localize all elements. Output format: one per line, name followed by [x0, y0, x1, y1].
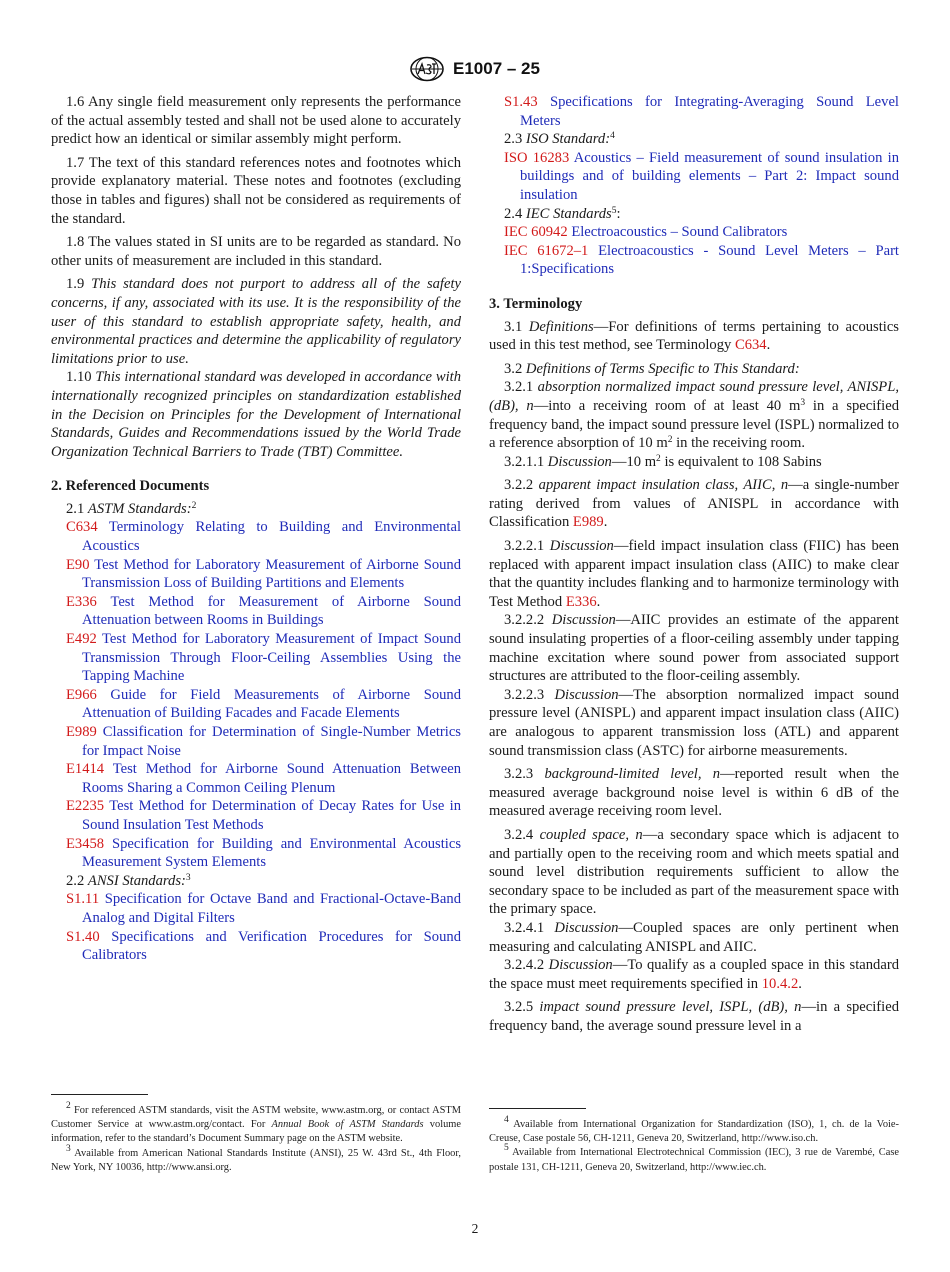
definition-3-2-4-1: 3.2.4.1 Discussion—Coupled spaces are only pertinent when measuring and calculating ANISPL and AIIC.	[489, 919, 899, 955]
definition-3-2-2-2: 3.2.2.2 Discussion—AIIC provides an estimate of the apparent sound insulating properties of a floor-ceiling assembly under tapping machine excitation where sound power from associated support structures are attributed to the floor-ceiling assembly.	[489, 612, 899, 685]
footnote-divider	[51, 1094, 148, 1095]
definition-3-2-3: 3.2.3 background-limited level, n—reported result when the measured average background noise level is within 6 dB of the measured average receiving room level.	[489, 766, 899, 820]
definition-3-2-1-1: 3.2.1.1 Discussion—10 $m^2$ is equivalent to 108 Sabins	[504, 453, 822, 470]
cross-reference-link[interactable]: 10.4.2	[761, 975, 799, 992]
definition-3-1: 3.1 Definitions—For definitions of terms pertaining to acoustics used in this test method, see Terminology C634.	[489, 318, 899, 354]
right-footnotes	[489, 1115, 899, 1175]
reference-link[interactable]: E2235 Test Method for Determination of Decay Rates for Use in Sound Insulation Test Methods	[66, 798, 462, 833]
definition-3-2-1: 3.2.1 absorption normalized impact sound pressure level, ANISPL, (dB), n—into a receiving room of at least 40 $m^3$ in a specified frequency band, the impact sound pressure level (ISPL) normalized to a reference absorption of 10 $m^2$ in the receiving room.	[489, 379, 899, 452]
ansi-reference-list	[51, 890, 461, 964]
reference-link[interactable]: ISO 16283 Acoustics – Field measurement of sound insulation in buildings and of building elements – Part 2: Impact sound insulation	[504, 149, 900, 203]
astm-reference-list	[51, 518, 461, 871]
document-designation: E1007 – 25	[453, 59, 540, 78]
definition-3-2-2-3: 3.2.2.3 Discussion—The absorption normalized impact sound pressure level (ANISPL) and apparent impact insulation class (AIIC) are analogous to apparent transmission loss (ATL) and apparent sound transmission class (ASTC) for airborne measurements.	[489, 686, 899, 759]
footnote-3: $^3$ Available from American National Standards Institute (ANSI), 25 W. 43rd St., 4th Floor, New York, NY 10036, http://www.ansi.org.	[51, 1143, 461, 1173]
astm-logo-icon	[409, 56, 445, 82]
ansi-standards-heading: 2.2 ANSI Standards:$^3$	[66, 872, 191, 889]
footnote-divider	[489, 1108, 586, 1109]
footnote-2: $^2$ For referenced ASTM standards, visit the ASTM website, www.astm.org, or contact ASTM Customer Service at www.astm.org/contact. For Annual Book of ASTM Standards volume information, refer to the standard’s Document Summary page on the ASTM website.	[51, 1101, 461, 1145]
reference-link[interactable]: E90 Test Method for Laboratory Measurement of Airborne Sound Transmission Loss of Building Partitions and Elements	[66, 556, 462, 592]
paragraph-1-8: 1.8 The values stated in SI units are to be regarded as standard. No other units of measurement are included in this standard.	[51, 234, 461, 269]
definition-3-2-4-2: 3.2.4.2 Discussion—To qualify as a coupled space in this standard the space must meet requirements specified in 10.4.2.	[489, 957, 899, 992]
paragraph-1-6: 1.6 Any single field measurement only represents the performance of the actual assembly tested and shall not be used alone to accurately predict how an identical or similar assembly might perform.	[51, 94, 461, 148]
cross-reference-link[interactable]: E336	[565, 593, 597, 610]
reference-link[interactable]: E989 Classification for Determination of Single-Number Metrics for Impact Noise	[66, 724, 461, 759]
cross-reference-link[interactable]: E989	[572, 514, 604, 531]
definition-3-2-2-1: 3.2.2.1 Discussion—field impact insulation class (FIIC) has been replaced with apparent impact insulation class (AIIC) to make clear that the quantity includes flanking and to harmonize terminology with Test Method E336.	[489, 538, 899, 610]
left-column	[51, 93, 461, 965]
reference-link[interactable]: C634 Terminology Relating to Building and Environmental Acoustics	[66, 519, 461, 555]
reference-link[interactable]: IEC 60942 Electroacoustics – Sound Calibrators	[504, 224, 788, 241]
section-3-heading: 3. Terminology	[489, 295, 583, 312]
iso-standard-heading: 2.3 ISO Standard:$^4$	[504, 131, 615, 148]
reference-link[interactable]: S1.40 Specifications and Verification Procedures for Sound Calibrators	[66, 928, 461, 964]
reference-link[interactable]: E492 Test Method for Laboratory Measurement of Impact Sound Transmission Through Floor-Ceiling Assemblies Using the Tapping Machine	[66, 631, 461, 685]
reference-link[interactable]: E1414 Test Method for Airborne Sound Attenuation Between Rooms Sharing a Common Ceiling Plenum	[66, 761, 461, 796]
reference-link[interactable]: IEC 61672–1 Electroacoustics - Sound Level Meters – Part 1:Specifications	[504, 242, 899, 278]
definition-3-2-2: 3.2.2 apparent impact insulation class, AIIC, n—a single-number rating derived from values of ANISPL in accordance with Classification E989.	[489, 477, 899, 531]
cross-reference-link[interactable]: C634	[734, 337, 767, 354]
reference-link[interactable]: E966 Guide for Field Measurements of Airborne Sound Attenuation of Building Facades and Facade Elements	[66, 686, 462, 722]
page-header	[0, 56, 950, 82]
footnote-4: $^4$ Available from International Organization for Standardization (ISO), 1, ch. de la Voie-Creuse, Case postale 56, CH-1211, Geneva 20, Switzerland, http://www.iso.ch.	[489, 1115, 899, 1145]
left-footnotes	[51, 1101, 461, 1175]
footnote-5: $^5$ Available from International Electrotechnical Commission (IEC), 3 rue de Varembé, Case postale 131, CH-1211, Geneva 20, Switzerland, http://www.iec.ch.	[489, 1143, 899, 1173]
reference-link[interactable]: E336 Test Method for Measurement of Airborne Sound Attenuation between Rooms in Buildings	[66, 593, 461, 629]
paragraph-1-9: 1.9 This standard does not purport to address all of the safety concerns, if any, associated with its use. It is the responsibility of the user of this standard to establish appropriate safety, health, and environmental practices and determine the applicability of regulatory limitations prior to use.	[51, 276, 461, 367]
astm-standards-heading: 2.1 ASTM Standards:$^2$	[66, 500, 197, 517]
section-2-heading: 2. Referenced Documents	[51, 478, 210, 495]
paragraph-1-7: 1.7 The text of this standard references notes and footnotes which provide explanatory material. These notes and footnotes (excluding those in tables and figures) shall not be considered as requirements of the standard.	[51, 154, 461, 227]
definition-3-2: 3.2 Definitions of Terms Specific to This Standard:	[504, 360, 800, 377]
page-number: 2	[471, 1221, 479, 1236]
definition-3-2-5: 3.2.5 impact sound pressure level, ISPL, (dB), n—in a specified frequency band, the average sound pressure level in a	[489, 999, 899, 1034]
definition-3-2-4: 3.2.4 coupled space, n—a secondary space which is adjacent to and partially open to the receiving room and which meets spatial and sound level distribution requirements sufficient to allow the secondary space to be included as part of the measurement space with the primary space.	[489, 826, 899, 918]
reference-link[interactable]: S1.43 Specifications for Integrating-Averaging Sound Level Meters	[504, 94, 899, 129]
paragraph-1-10: 1.10 This international standard was developed in accordance with internationally recognized principles on standardization established in the Decision on Principles for the Development of International Standards, Guides and Recommendations issued by the World Trade Organization Technical Barriers to Trade (TBT) Committee.	[51, 369, 461, 460]
right-column	[489, 93, 899, 1036]
iec-standards-heading: 2.4 IEC Standards$^5$:	[504, 205, 621, 222]
reference-link[interactable]: S1.11 Specification for Octave Band and Fractional-Octave-Band Analog and Digital Filters	[66, 891, 461, 926]
reference-link[interactable]: E3458 Specification for Building and Environmental Acoustics Measurement System Elements	[66, 835, 461, 871]
